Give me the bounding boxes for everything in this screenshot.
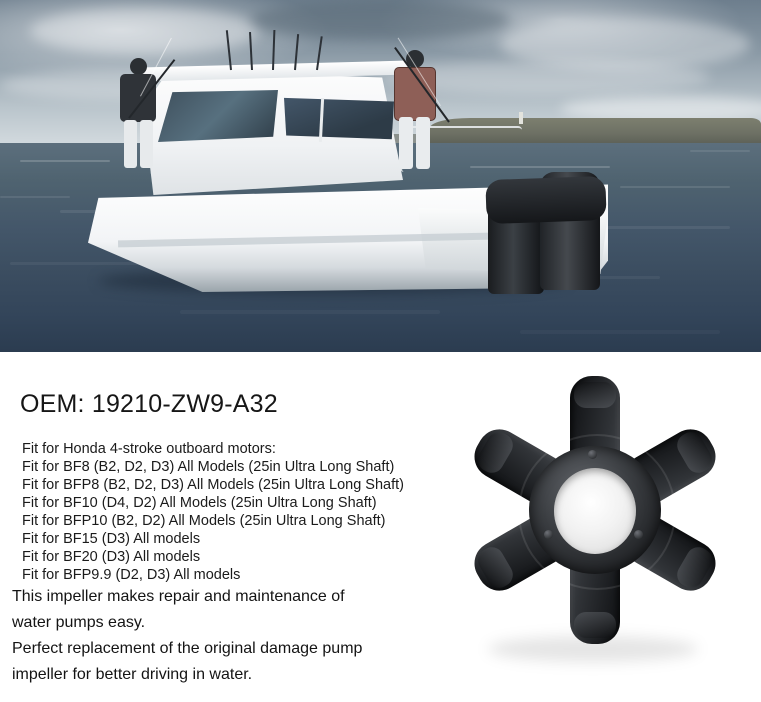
angler-leg bbox=[399, 117, 413, 169]
rod-holder-rod bbox=[226, 30, 232, 70]
wave bbox=[690, 150, 750, 152]
blade-tip bbox=[474, 428, 518, 477]
wave bbox=[520, 330, 720, 334]
white-cabin-fishing-boat bbox=[88, 30, 648, 290]
hub-detail bbox=[544, 530, 553, 539]
oem-part-number: OEM: 19210-ZW9-A32 bbox=[20, 390, 278, 418]
blade-tip bbox=[574, 382, 616, 408]
fitment-item: Fit for BF10 (D4, D2) All Models (25in Ultra Long Shaft) bbox=[22, 495, 377, 511]
blade-tip bbox=[673, 543, 717, 592]
wave bbox=[180, 310, 440, 314]
impeller-bore bbox=[554, 468, 636, 554]
angler-head bbox=[130, 58, 147, 75]
wave bbox=[0, 196, 70, 198]
engine-cowling bbox=[485, 176, 606, 224]
angler-torso bbox=[120, 74, 156, 122]
angler-leg bbox=[416, 117, 430, 169]
fitment-item: Fit for BF20 (D3) All models bbox=[22, 549, 201, 565]
impeller-body bbox=[466, 354, 724, 654]
description-line: This impeller makes repair and maintenance of bbox=[12, 588, 345, 605]
blade-tip bbox=[673, 428, 717, 477]
fitment-item: Fit for BF15 (D3) All models bbox=[22, 531, 201, 547]
fitment-heading: Fit for Honda 4-stroke outboard motors: bbox=[22, 441, 276, 457]
product-info-panel bbox=[0, 352, 761, 702]
side-window bbox=[284, 96, 394, 142]
angler-leg bbox=[140, 120, 153, 168]
angler-leg bbox=[124, 120, 137, 168]
hub-detail bbox=[588, 450, 597, 459]
description-block bbox=[12, 584, 462, 688]
fitment-item: Fit for BFP10 (B2, D2) All Models (25in Ultra Long Shaft) bbox=[22, 513, 386, 529]
water-pump-impeller bbox=[430, 344, 760, 684]
fitment-item: Fit for BFP9.9 (D2, D3) All models bbox=[22, 567, 241, 583]
fitment-list bbox=[22, 440, 442, 584]
windshield bbox=[158, 90, 278, 142]
hub-detail bbox=[634, 530, 643, 539]
description-line: impeller for better driving in water. bbox=[12, 666, 253, 683]
fitment-item: Fit for BFP8 (B2, D2, D3) All Models (25in Ultra Long Shaft) bbox=[22, 477, 404, 493]
fitment-item: Fit for BF8 (B2, D2, D3) All Models (25in Ultra Long Shaft) bbox=[22, 459, 395, 475]
angler-left bbox=[112, 58, 172, 180]
blade-tip bbox=[574, 612, 616, 638]
description-line: water pumps easy. bbox=[12, 614, 146, 631]
description-line: Perfect replacement of the original damage pump bbox=[12, 640, 363, 657]
blade-tip bbox=[474, 543, 518, 592]
